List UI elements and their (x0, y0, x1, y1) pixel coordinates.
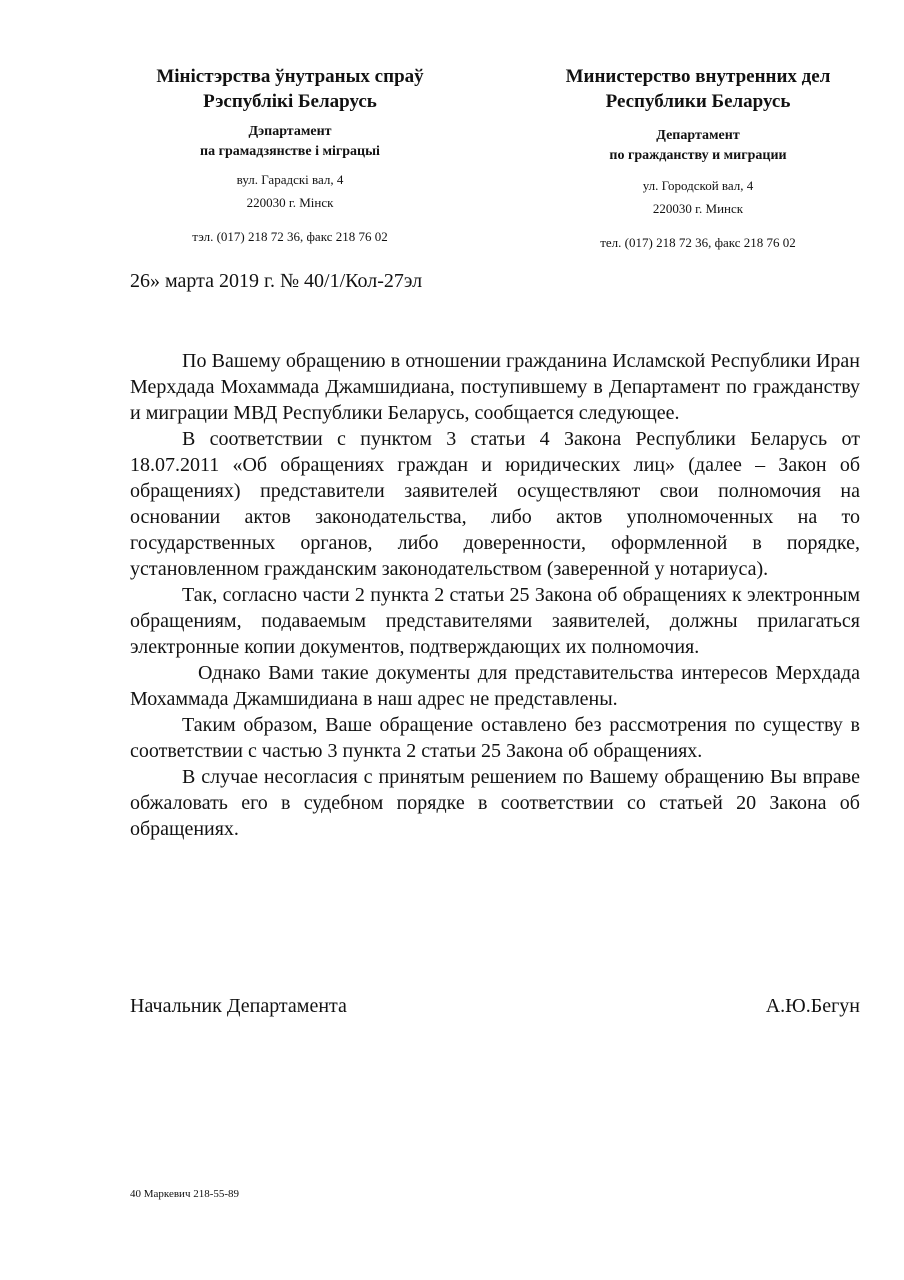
paragraph: В случае несогласия с принятым решением по Вашему обращению Вы вправе обжаловать его в судебном порядке в соответствии со статьей 20 Закона об обращениях. (130, 766, 860, 840)
address (100, 168, 480, 214)
address-line2: 220030 г. Мінск (246, 195, 334, 210)
org-name-line2: Республики Беларусь (605, 91, 791, 112)
phone: тэл. (017) 218 72 36, факс 218 76 02 (192, 229, 388, 244)
department-name (508, 126, 888, 166)
address-line1: вул. Гарадскі вал, 4 (236, 172, 344, 187)
letter-body (130, 348, 860, 842)
department-line1: Департамент (656, 128, 740, 143)
signature-block (130, 995, 860, 1018)
org-name-line1: Міністэрства ўнутраных спраў (156, 66, 424, 87)
department-line2: па грамадзянстве і міграцыі (200, 144, 380, 159)
department-name (100, 122, 480, 162)
org-name-line1: Министерство внутренних дел (565, 66, 831, 87)
address-line2: 220030 г. Минск (652, 201, 744, 216)
org-name-line2: Рэспублікі Беларусь (203, 91, 377, 112)
signatory-name: А.Ю.Бегун (765, 995, 860, 1017)
reference-date-number: 26» марта 2019 г. № 40/1/Кол-27эл (130, 270, 423, 292)
letterhead-russian (508, 64, 888, 252)
department-line1: Дэпартамент (248, 124, 332, 139)
paragraph: Таким образом, Ваше обращение оставлено без рассмотрения по существу в соответствии с частью 3 пункта 2 статьи 25 Закона об обращениях. (130, 714, 860, 762)
address-line1: ул. Городской вал, 4 (642, 178, 754, 193)
letterhead-belarusian (100, 64, 480, 246)
address (508, 174, 888, 220)
paragraph: Так, согласно части 2 пункта 2 статьи 25 Закона об обращениях к электронным обращениям, подаваемым представителями заявителей, должны прилагаться электронные копии документов, подтверждающих их полномочия. (130, 584, 860, 658)
paragraph: В соответствии с пунктом 3 статьи 4 Закона Республики Беларусь от 18.07.2011 «Об обращениях граждан и юридических лиц» (далее – Закон об обращениях) представители заявителей осуществляют свои полномочия на основании актов законодательства, либо актов уполномоченных на то государственных органов, либо доверенности, оформленной в порядке, установленном гражданским законодательством (заверенной у нотариуса). (130, 428, 860, 580)
phone: тел. (017) 218 72 36, факс 218 76 02 (600, 235, 796, 250)
executor-note: 40 Маркевич 218-55-89 (130, 1188, 240, 1200)
department-line2: по гражданству и миграции (609, 148, 787, 163)
paragraph: По Вашему обращению в отношении гражданина Исламской Республики Иран Мерхдада Мохаммада Джамшидиана, поступившему в Департамент по гражданству и миграции МВД Республики Беларусь, сообщается следующее. (130, 350, 860, 424)
signatory-position: Начальник Департамента (130, 995, 347, 1017)
paragraph: Однако Вами такие документы для представительства интересов Мерхдада Мохаммада Джамшидиана в наш адрес не представлены. (130, 662, 860, 710)
